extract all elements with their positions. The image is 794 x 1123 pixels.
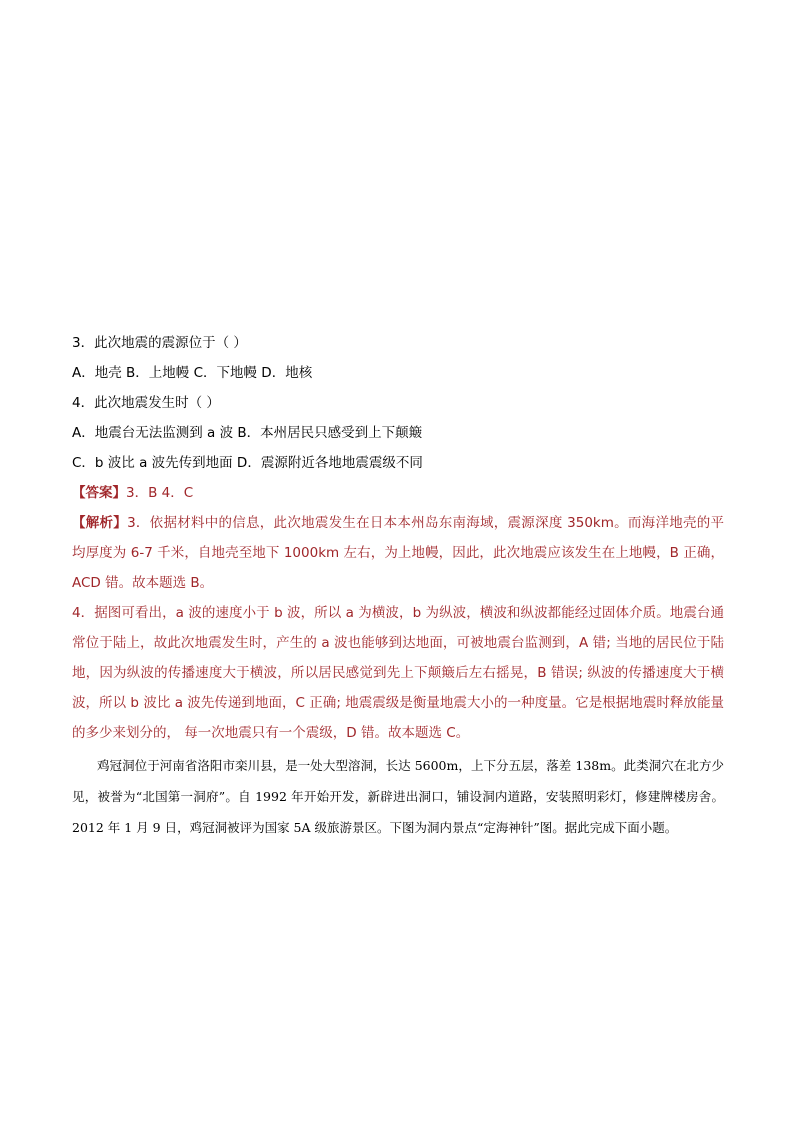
analysis-paragraph-2: 4．据图可看出，a 波的速度小于 b 波，所以 a 为横波，b 为纵波，横波和纵波都能经过固体介质。地震台通常位于陆上，故此次地震发生时，产生的 a 波也能够到达地面，可被地震台监测到，A 错; 当地的居民位于陆地，因为纵波的传播速度大于横波，所以居民感觉到先上下颠簸后左右摇晃，B 错误; 纵波的传播速度大于横波，所以 b 波比 a 波先传递到地面，C 正确; 地震震级是衡量地震大小的一种度量。它是根据地震时释放能量的多少来划分的， 每一次地震只有一个震级，D 错。故本题选 C。 <box>72 605 724 741</box>
question-3-options: A．地壳 B．上地幔 C．下地幔 D．地核 <box>72 365 313 381</box>
answer-line <box>72 478 724 508</box>
question-3-stem: 3．此次地震的震源位于（ ） <box>72 335 247 351</box>
reading-passage: 鸡冠洞位于河南省洛阳市栾川县，是一处大型溶洞，长达 5600m，上下分五层，落差 138m。此类洞穴在北方少见，被誉为“北国第一洞府”。自 1992 年开始开发，新辟进出洞口，铺设洞内道路，安装照明彩灯，修建牌楼房舍。2012 年 1 月 9 日，鸡冠洞被评为国家 5A 级旅游景区。下图为洞内景点“定海神针”图。据此完成下面小题。 <box>72 758 724 835</box>
question-content <box>72 328 724 843</box>
question-4-options-row-2: C．b 波比 a 波先传到地面 D．震源附近各地地震震级不同 <box>72 455 423 471</box>
question-4-options-row-1: A．地震台无法监测到 a 波 B．本州居民只感受到上下颠簸 <box>72 425 423 441</box>
analysis-text-1: 3．依据材料中的信息，此次地震发生在日本本州岛东南海域，震源深度 350km。而海洋地壳的平均厚度为 6-7 千米，自地壳至地下 1000km 左右，为上地幔，因此，此次地震应该发生在上地幔，B 正确，ACD 错。故本题选 B。 <box>72 515 724 591</box>
answer-text: 3．B 4．C <box>126 485 194 501</box>
analysis-tag: 【解析】 <box>72 515 128 531</box>
answer-tag: 【答案】 <box>72 485 126 501</box>
analysis-paragraph-1 <box>72 508 724 598</box>
question-4-stem: 4．此次地震发生时（ ） <box>72 395 220 411</box>
